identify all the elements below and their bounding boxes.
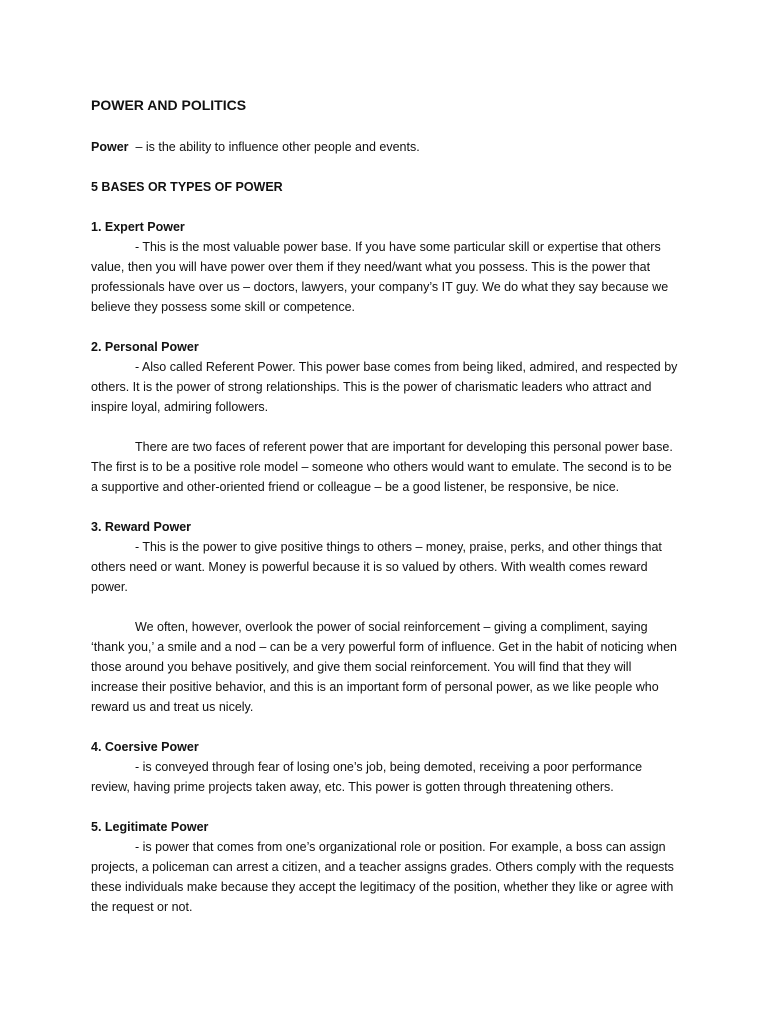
section-heading: 4. Coersive Power: [91, 740, 199, 754]
section-reward-power: [91, 517, 681, 717]
section-paragraph: - is conveyed through fear of losing one’s job, being demoted, receiving a poor performance review, having prime projects taken away, etc. This power is gotten through threatening others.: [91, 760, 643, 794]
section-heading: 3. Reward Power: [91, 520, 192, 534]
section-paragraph: We often, however, overlook the power of social reinforcement – giving a compliment, saying ‘thank you,’ a smile and a nod – can be a very powerful form of influence. Get in the habit of noticing when those around you behave positively, and give them social reinforcement. You will find that they will increase their positive behavior, and this is an important form of personal power, as we like people who reward us and treat us nicely.: [91, 620, 677, 714]
section-legitimate-power: [91, 817, 681, 917]
definition-text: – is the ability to influence other people and events.: [128, 140, 420, 154]
section-coersive-power: [91, 737, 681, 797]
section-paragraph: There are two faces of referent power that are important for developing this personal power base. The first is to be a positive role model – someone who others would want to emulate. The second is to be a supportive and other-oriented friend or colleague – be a good listener, be responsive, be nice.: [91, 440, 673, 494]
power-definition: [91, 137, 681, 157]
section-heading: 5. Legitimate Power: [91, 820, 209, 834]
section-paragraph: - Also called Referent Power. This power base comes from being liked, admired, and respected by others. It is the power of strong relationships. This is the power of charismatic leaders who attract and inspire loyal, admiring followers.: [91, 360, 678, 414]
section-paragraph: - is power that comes from one’s organizational role or position. For example, a boss can assign projects, a policeman can arrest a citizen, and a teacher assigns grades. Others comply with the requests these individuals make because they accept the legitimacy of the position, whether they like or agree with the request or not.: [91, 840, 674, 914]
definition-term: Power: [91, 140, 129, 154]
document-body: [91, 95, 681, 937]
section-paragraph: - This is the most valuable power base. If you have some particular skill or expertise that others value, then you will have power over them if they need/want what you possess. This is the power that professionals have over us – doctors, lawyers, your company’s IT guy. We do what they say because we believe they possess some skill or competence.: [91, 240, 669, 314]
section-heading: 2. Personal Power: [91, 340, 199, 354]
section-expert-power: [91, 217, 681, 317]
page-title: POWER AND POLITICS: [91, 97, 247, 113]
section-heading: 1. Expert Power: [91, 220, 185, 234]
section-subtitle: 5 BASES OR TYPES OF POWER: [91, 180, 283, 194]
section-personal-power: [91, 337, 681, 497]
section-paragraph: - This is the power to give positive things to others – money, praise, perks, and other things that others need or want. Money is powerful because it is so valued by others. With wealth comes reward power.: [91, 540, 662, 594]
